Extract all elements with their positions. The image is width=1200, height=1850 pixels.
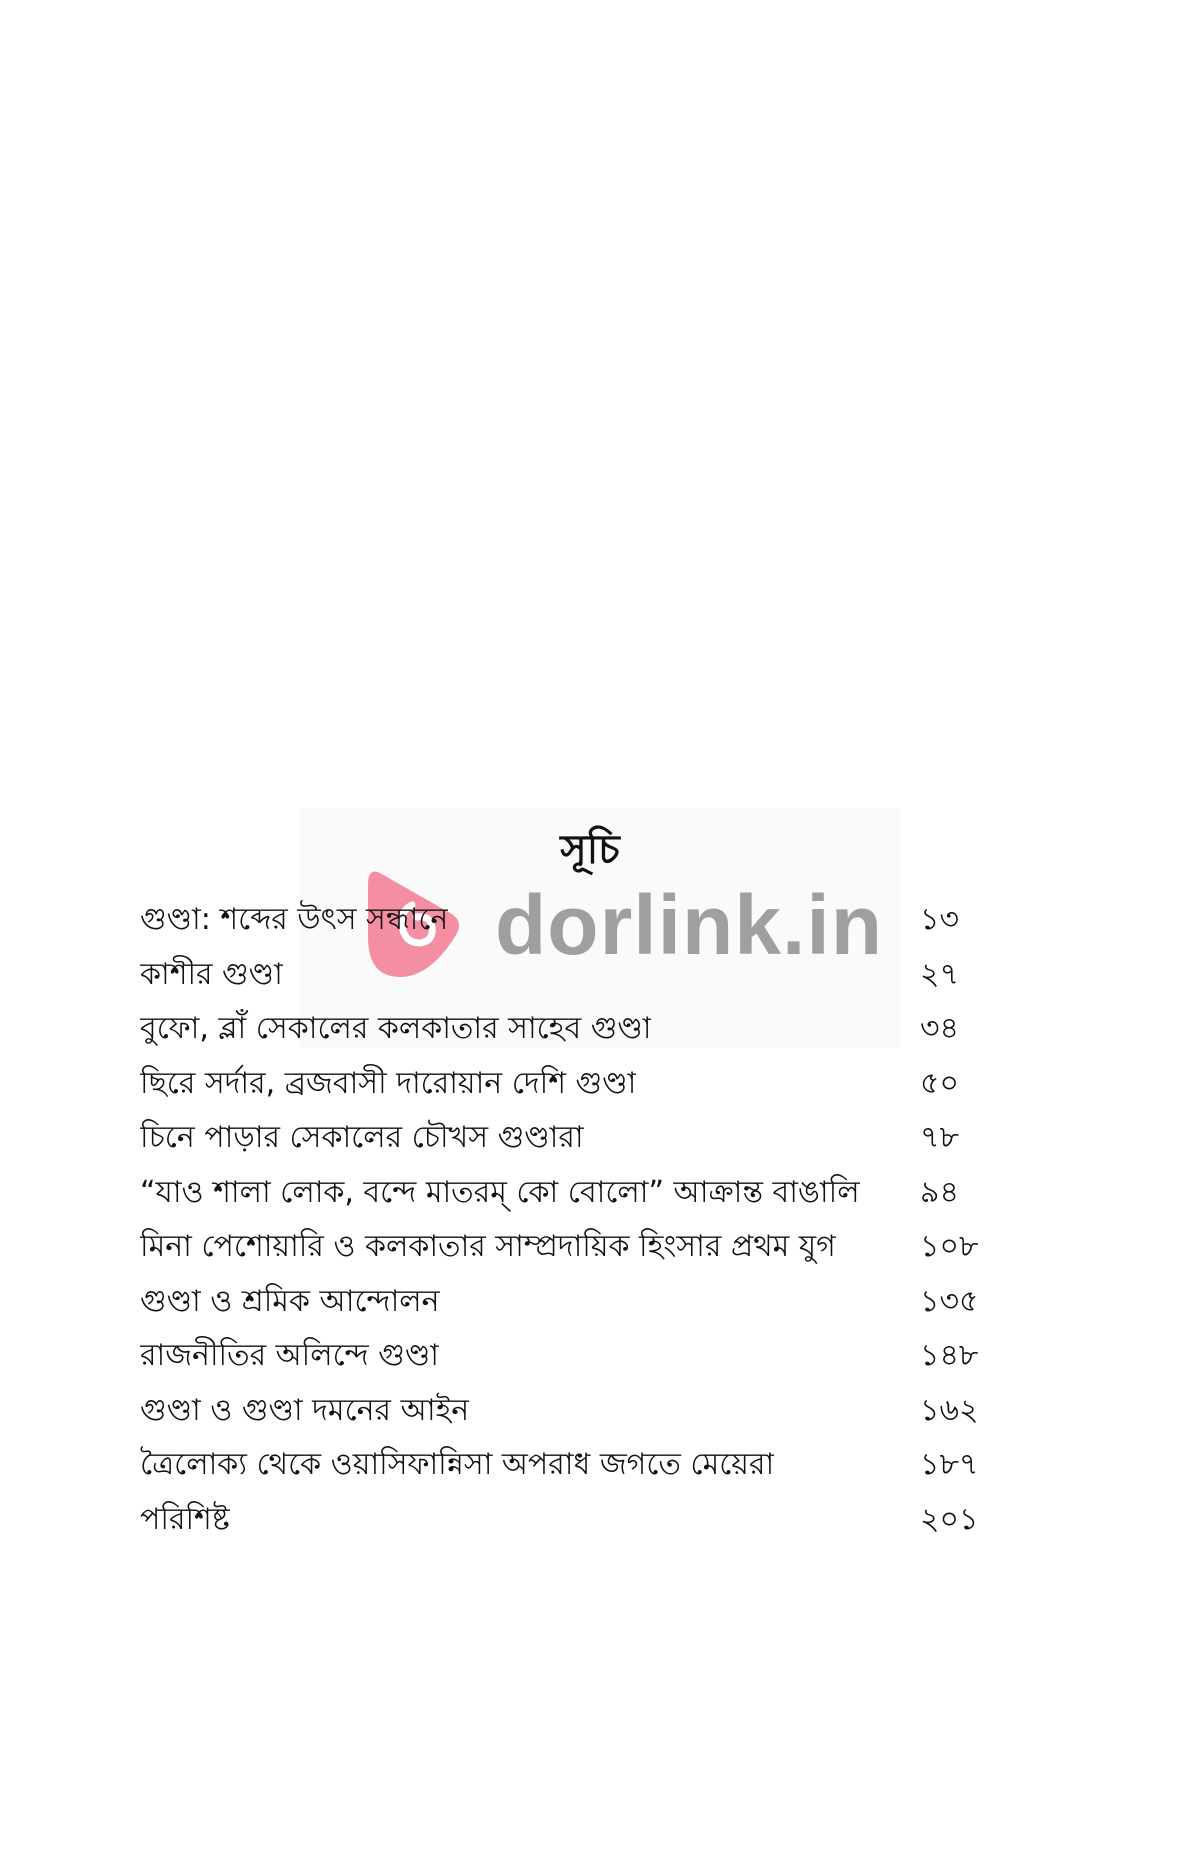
toc-entry-page: ১৪৮ [920, 1338, 979, 1373]
toc-entry [140, 1329, 980, 1384]
toc-entry-title: “যাও শালা লোক, বন্দে মাতরম্ কো বোলো” আক্রান্ত বাঙালি [140, 1174, 860, 1210]
toc-entry [140, 1493, 980, 1548]
toc-entry-title: কাশীর গুণ্ডা [140, 956, 283, 992]
toc-entry [140, 1111, 980, 1166]
toc-entry [140, 1384, 980, 1439]
toc-entry [140, 893, 980, 948]
toc-entry-page: ৭৮ [920, 1120, 959, 1155]
toc-entry-title: বুফো, ব্লাঁ সেকালের কলকাতার সাহেব গুণ্ডা [140, 1011, 652, 1046]
toc-entry-page: ১৩ [920, 902, 959, 937]
toc-entry-page: ২০১ [920, 1501, 979, 1537]
toc-entry-page: ৯৪ [920, 1174, 959, 1210]
toc-entry [140, 1002, 980, 1057]
toc-entry-page: ১০৮ [920, 1229, 979, 1264]
toc-entry [140, 1275, 980, 1330]
toc-entry-title: চিনে পাড়ার সেকালের চৌখস গুণ্ডারা [140, 1120, 584, 1155]
toc-entry-title: গুণ্ডা ও শ্রমিক আন্দোলন [140, 1283, 440, 1319]
toc-entry [140, 1166, 980, 1221]
toc-list [140, 893, 980, 1547]
toc-entry-page: ১৩৫ [920, 1283, 979, 1319]
toc-entry-title: রাজনীতির অলিন্দে গুণ্ডা [140, 1338, 439, 1373]
toc-entry-title: ছিরে সর্দার, ব্রজবাসী দারোয়ান দেশি গুণ্ডা [140, 1065, 637, 1101]
toc-entry [140, 1438, 980, 1493]
toc-entry-title: মিনা পেশোয়ারি ও কলকাতার সাম্প্রদায়িক হিংসার প্রথম যুগ [140, 1229, 836, 1264]
toc-entry-page: ৩৪ [920, 1011, 959, 1046]
toc-entry-title: ত্রৈলোক্য থেকে ওয়াসিফান্নিসা অপরাধ জগতে মেয়েরা [140, 1447, 775, 1482]
toc-entry-title: গুণ্ডা ও গুণ্ডা দমনের আইন [140, 1392, 470, 1428]
toc-entry [140, 1057, 980, 1112]
toc-entry-page: ১৬২ [920, 1392, 979, 1428]
toc-heading: সূচি [560, 827, 620, 873]
toc-entry [140, 948, 980, 1003]
watermark-text: dorlink.in [495, 878, 883, 972]
toc-entry-page: ১৮৭ [920, 1447, 979, 1482]
toc-entry-title: পরিশিষ্ট [140, 1501, 230, 1537]
toc-entry-page: ২৭ [920, 956, 960, 992]
toc-entry-page: ৫০ [920, 1065, 959, 1101]
toc-entry-title: গুণ্ডা: শব্দের উৎস সন্ধানে [140, 902, 449, 937]
toc-entry [140, 1220, 980, 1275]
